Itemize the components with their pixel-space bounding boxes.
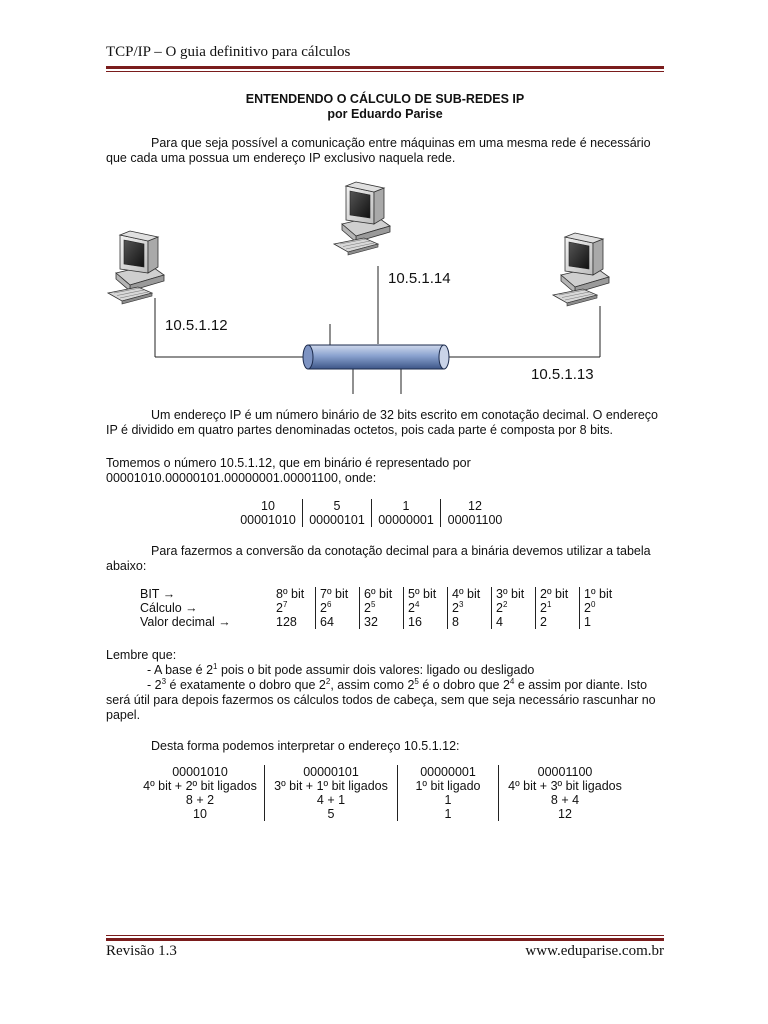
header-title: TCP/IP – O guia definitivo para cálculos <box>106 44 351 60</box>
bit-position: 4º bit <box>448 587 492 601</box>
interp-binary: 00000001 <box>398 765 499 779</box>
octet-decimal: 10 <box>261 499 275 513</box>
row-label-value: Valor decimal → <box>140 615 231 629</box>
decimal-value: 2 <box>536 615 580 629</box>
remember-heading: Lembre que: <box>106 648 177 662</box>
decimal-value: 1 <box>580 615 624 629</box>
power-of-two: $2^0$ <box>580 601 624 615</box>
bit-position: 1º bit <box>580 587 624 601</box>
interp-result: 1 <box>398 807 499 821</box>
bit-position: 2º bit <box>536 587 580 601</box>
octet-decimal: 1 <box>372 499 441 513</box>
ip-label-left: 10.5.1.12 <box>165 317 228 334</box>
interp-result: 12 <box>499 807 632 821</box>
interp-binary: 00001010 <box>172 765 228 779</box>
ip-label-right: 10.5.1.13 <box>531 366 594 383</box>
para2-line-2: IP é dividido em quatro partes denominadas octetos, pois cada parte é composta por 8 bits. <box>106 423 614 437</box>
intro-line-1: Para que seja possível a comunicação entre máquinas em uma mesma rede é necessário <box>151 136 651 150</box>
footer-revision: Revisão 1.3 <box>106 943 177 959</box>
para4-line-2: abaixo: <box>106 559 147 573</box>
power-of-two: $2^3$ <box>448 601 492 615</box>
power-of-two: $2^4$ <box>404 601 448 615</box>
ip-label-top: 10.5.1.14 <box>388 270 451 287</box>
remember-line-3: será útil para depois fazermos os cálculos todos de cabeça, sem que seja necessário rascunhar no <box>106 693 656 707</box>
interp-binary: 00001100 <box>499 765 632 779</box>
footer-rule-thin <box>106 935 664 936</box>
power-of-two: $2^2$ <box>492 601 536 615</box>
decimal-value: 64 <box>316 615 360 629</box>
interpretation-table <box>136 765 631 821</box>
computer-left-icon <box>108 231 164 304</box>
octet-decimal: 12 <box>441 499 510 513</box>
para2-line-1: Um endereço IP é um número binário de 32 bits escrito em conotação decimal. O endereço <box>151 408 658 422</box>
interpret-paragraph <box>106 739 666 754</box>
interp-result: 5 <box>265 807 398 821</box>
octet-decimal: 5 <box>303 499 372 513</box>
decimal-value: 16 <box>404 615 448 629</box>
example-paragraph <box>106 456 666 486</box>
intro-line-2: que cada uma possua um endereço IP exclusivo naquela rede. <box>106 151 456 165</box>
para3-line-1: Tomemos o número 10.5.1.12, que em binário é representado por <box>106 456 471 470</box>
network-diagram <box>0 0 768 400</box>
bit-position: 7º bit <box>316 587 360 601</box>
interp-sum: 4 + 1 <box>265 793 398 807</box>
interp-sum: 8 + 4 <box>499 793 632 807</box>
remember-line-4: papel. <box>106 708 141 722</box>
interp-binary: 00000101 <box>265 765 398 779</box>
power-of-two: $2^1$ <box>536 601 580 615</box>
power-of-two: $2^7$ <box>276 599 288 615</box>
para3-line-2: 00001010.00000101.00000001.00001100, onde: <box>106 471 377 485</box>
para4-line-1: Para fazermos a conversão da conotação decimal para a binária devemos utilizar a tabela <box>151 544 651 558</box>
computer-right-icon <box>553 233 609 306</box>
remember-bullet-1: - A base é $2^1$ pois o bit pode assumir dois valores: ligado ou desligado <box>147 661 535 677</box>
octet-table <box>234 499 509 527</box>
bit-value-table <box>140 587 623 629</box>
article-title: ENTENDENDO O CÁLCULO DE SUB-REDES IP <box>245 92 525 106</box>
para5-line-1: Desta forma podemos interpretar o endereço 10.5.1.12: <box>151 739 460 753</box>
power-of-two: $2^6$ <box>316 601 360 615</box>
octet-binary: 00000001 <box>372 513 441 527</box>
conversion-paragraph <box>106 544 666 574</box>
interp-sum: 1 <box>398 793 499 807</box>
remember-bullet-2: - $2^3$ é exatamente o dobro que $2^2$, assim como $2^5$ é o dobro que $2^4$ e assim por diante. Isto <box>147 676 648 692</box>
interp-bits-on: 1º bit ligado <box>398 779 499 793</box>
interp-bits-on: 4º bit + 2º bit ligados <box>143 779 257 793</box>
interp-bits-on: 4º bit + 3º bit ligados <box>499 779 632 793</box>
decimal-value: 8 <box>448 615 492 629</box>
footer-website-link[interactable]: www.eduparise.com.br <box>525 943 664 959</box>
bit-position: 8º bit <box>276 587 305 601</box>
footer-rule <box>106 938 664 941</box>
bit-position: 6º bit <box>360 587 404 601</box>
article-author: por Eduardo Parise <box>327 107 443 121</box>
ip-definition-paragraph <box>106 408 666 438</box>
row-label-calc: Cálculo → <box>140 601 198 615</box>
octet-binary: 00001100 <box>441 513 510 527</box>
bit-position: 5º bit <box>404 587 448 601</box>
remember-section <box>106 648 666 723</box>
bit-position: 3º bit <box>492 587 536 601</box>
interp-bits-on: 3º bit + 1º bit ligados <box>265 779 398 793</box>
interp-sum: 8 + 2 <box>185 793 215 807</box>
computer-top-icon <box>334 182 390 255</box>
decimal-value: 4 <box>492 615 536 629</box>
power-of-two: $2^5$ <box>360 601 404 615</box>
octet-binary: 00000101 <box>303 513 372 527</box>
row-label-bit: BIT → <box>140 587 176 601</box>
decimal-value: 32 <box>360 615 404 629</box>
interp-result: 10 <box>193 807 207 821</box>
network-cable <box>303 345 449 369</box>
octet-binary: 00001010 <box>240 513 296 527</box>
decimal-value: 128 <box>276 615 297 629</box>
